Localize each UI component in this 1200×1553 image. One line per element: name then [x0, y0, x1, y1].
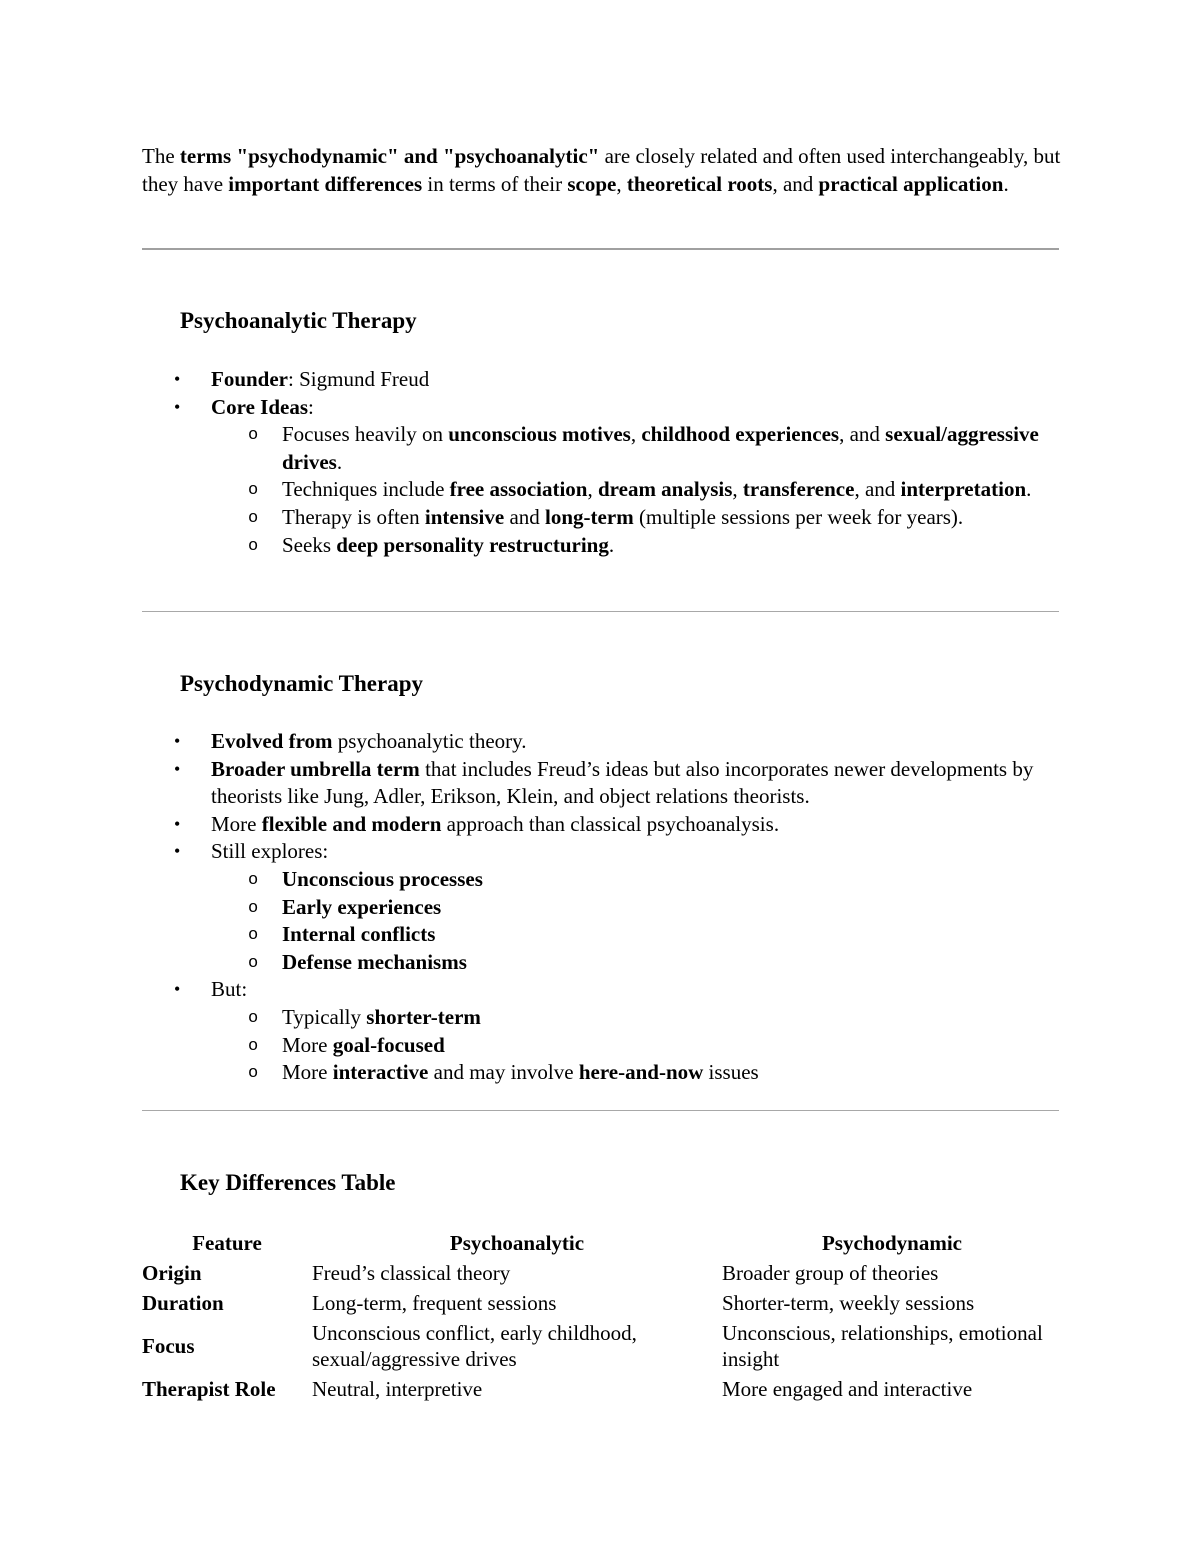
table-cell: Neutral, interpretive	[312, 1377, 483, 1401]
sub-bullet-icon: o	[248, 1064, 259, 1084]
column-header: Psychoanalytic	[449, 1231, 585, 1255]
sub-bullet-icon: o	[248, 898, 259, 918]
psychodynamic-heading: Psychodynamic Therapy	[180, 671, 424, 696]
table-row	[142, 1374, 1062, 1404]
table-cell: Therapist Role	[142, 1377, 276, 1401]
table-cell: Broader group of theories	[722, 1261, 939, 1285]
section-divider	[142, 611, 1059, 612]
sub-bullet-icon: o	[248, 508, 259, 528]
sub-list-item: o Unconscious processes	[142, 866, 1062, 894]
sub-list-item: o More goal-focused	[142, 1032, 1062, 1060]
sub-bullet-icon: o	[248, 926, 259, 946]
table-cell: Freud’s classical theory	[312, 1261, 511, 1285]
list-item: • Founder: Sigmund Freud	[142, 366, 1062, 394]
column-header: Psychodynamic	[821, 1231, 962, 1255]
table-row	[142, 1288, 1062, 1318]
bullet-icon: •	[174, 813, 181, 834]
section-divider	[142, 1110, 1059, 1111]
table-cell: Shorter-term, weekly sessions	[722, 1291, 975, 1315]
sub-list-item: o Internal conflicts	[142, 921, 1062, 949]
sub-list-item: o Seeks deep personality restructuring.	[142, 532, 1062, 560]
sub-bullet-icon: o	[248, 953, 259, 973]
sub-bullet-icon: o	[248, 481, 259, 501]
bullet-icon: •	[174, 369, 181, 389]
sub-list-item: o Therapy is often intensive and long-term (multiple sessions per week for years).	[142, 504, 1062, 532]
list-item: • Core Ideas: o Focuses heavily on unconscious motives, childhood experiences, and sexual/aggressive drives. o Techniques include free association, dream analysis, transference, and interpretation. o Therapy is often intensive and long-term (multiple sessions per week for years). o Seeks deep personality restructuring.	[142, 394, 1062, 560]
section-divider	[142, 248, 1059, 250]
table-cell: Unconscious conflict, early childhood, sexual/aggressive drives	[312, 1321, 637, 1371]
sub-list-item: o More interactive and may involve here-and-now issues	[142, 1059, 1062, 1087]
list-item: • Broader umbrella term that includes Freud’s ideas but also incorporates newer developments by theorists like Jung, Adler, Erikson, Klein, and object relations theorists.	[174, 756, 1034, 809]
sub-bullet-icon: o	[248, 536, 259, 556]
list-item: • But: o Typically shorter-term o More goal-focused o More interactive and may involve here-and-now issues	[142, 976, 1062, 1086]
key-differences-table	[142, 1228, 1062, 1404]
table-row	[142, 1258, 1062, 1288]
intro-paragraph: The terms "psychodynamic" and "psychoanalytic" are closely related and often used interchangeably, but they have important differences in terms of their scope, theoretical roots, and practical application.	[142, 144, 1061, 196]
table-cell: Focus	[142, 1334, 195, 1358]
bullet-icon: •	[174, 396, 181, 417]
psychoanalytic-heading: Psychoanalytic Therapy	[180, 308, 417, 333]
sub-list-item: o Techniques include free association, dream analysis, transference, and interpretation.	[142, 476, 1062, 504]
sub-list-item: o Focuses heavily on unconscious motives, childhood experiences, and sexual/aggressive drives.	[248, 422, 1039, 474]
list-item: • More flexible and modern approach than classical psychoanalysis.	[142, 811, 1062, 839]
sub-list-item: o Early experiences	[142, 894, 1062, 922]
table-cell: Long-term, frequent sessions	[312, 1291, 557, 1315]
psychoanalytic-list	[142, 366, 1062, 559]
table-row	[142, 1318, 1062, 1374]
table-heading: Key Differences Table	[180, 1170, 396, 1195]
table-cell: More engaged and interactive	[722, 1377, 973, 1401]
bullet-icon: •	[174, 841, 181, 862]
sub-bullet-icon: o	[248, 1008, 259, 1028]
sub-bullet-icon: o	[248, 1036, 259, 1056]
table-cell: Duration	[142, 1291, 224, 1315]
bullet-icon: •	[174, 979, 181, 1000]
column-header: Feature	[192, 1231, 262, 1255]
list-item: • Still explores: o Unconscious processes o Early experiences o Internal conflicts o Defense mechanisms	[142, 838, 1062, 976]
sub-list-item: o Typically shorter-term	[142, 1004, 1062, 1032]
psychodynamic-list	[142, 728, 1062, 1087]
list-item: • Evolved from psychoanalytic theory.	[142, 728, 1062, 756]
bullet-icon: •	[174, 731, 181, 751]
table-cell: Unconscious, relationships, emotional insight	[722, 1321, 1043, 1371]
sub-bullet-icon: o	[248, 426, 259, 446]
bullet-icon: •	[174, 758, 181, 779]
sub-list-item: o Defense mechanisms	[142, 949, 1062, 977]
sub-bullet-icon: o	[248, 870, 259, 890]
table-cell: Origin	[142, 1261, 202, 1285]
table-header-row	[142, 1228, 1062, 1258]
